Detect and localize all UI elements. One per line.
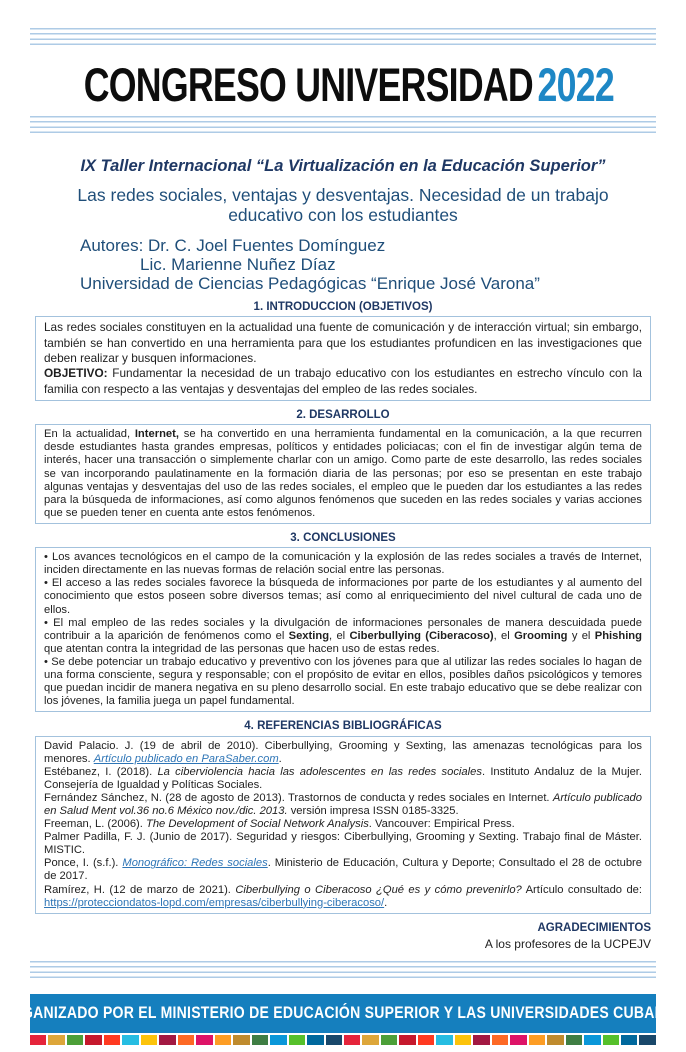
section-introduction bbox=[0, 301, 686, 401]
bullet-paragraph bbox=[44, 617, 642, 656]
acknowledgements-text: A los profesores de la UCPEJV bbox=[484, 936, 651, 951]
text-segment: . bbox=[384, 896, 388, 909]
sdg-color-square bbox=[85, 1035, 101, 1045]
text-segment: La ciberviolencia hacia las adolescentes en las redes sociales bbox=[157, 765, 482, 778]
sdg-color-square bbox=[418, 1035, 434, 1045]
text-segment: Ciberbullying (Ciberacoso) bbox=[349, 629, 494, 642]
text-segment: David Palacio. J. (19 de abril de 2010). Ciberbullying, Grooming y Sexting, las amenazas tecnológicas para los menores. bbox=[44, 739, 642, 765]
section-heading-desarrollo: 2. DESARROLLO bbox=[296, 409, 390, 422]
reference-item bbox=[44, 766, 642, 792]
text-segment: Grooming bbox=[514, 629, 568, 642]
reference-item bbox=[44, 857, 642, 883]
text-segment: Freeman, L. (2006). bbox=[44, 818, 146, 831]
congress-title: CONGRESO UNIVERSIDAD bbox=[83, 58, 533, 111]
text-segment: . Vancouver: Empirical Press. bbox=[368, 818, 515, 831]
institution-line: Universidad de Ciencias Pedagógicas “Enrique José Varona” bbox=[80, 274, 540, 293]
paragraph bbox=[44, 428, 642, 520]
section-heading-referencias: 4. REFERENCIAS BIBLIOGRÁFICAS bbox=[244, 720, 442, 733]
section-heading-introduction: 1. INTRODUCCION (OBJETIVOS) bbox=[253, 301, 433, 314]
reference-link[interactable]: Artículo publicado en ParaSaber.com bbox=[93, 752, 279, 765]
reference-item bbox=[44, 792, 642, 818]
sdg-color-square bbox=[104, 1035, 120, 1045]
text-segment: • Se debe potenciar un trabajo educativo y preventivo con los jóvenes para que al utilizar las redes sociales lo hagan de una forma consciente, segura y responsable; con el propósito de evitar en ellos, posibles daños psicológicos y temores que puedan incidir de manera negativa en su pleno desarrollo social. En este trabajo educativo que se debe realizar con los jóvenes, la familia juega un papel fundamental. bbox=[44, 655, 642, 708]
sdg-color-square bbox=[381, 1035, 397, 1045]
congress-year: 2022 bbox=[537, 58, 614, 111]
conclusiones-box bbox=[35, 547, 651, 712]
sdg-strip bbox=[30, 1035, 656, 1045]
referencias-box bbox=[35, 736, 651, 914]
sdg-color-square bbox=[566, 1035, 582, 1045]
divider-lines-bottom bbox=[30, 961, 656, 978]
text-segment: versión impresa ISSN 0185-3325. bbox=[287, 804, 459, 817]
sdg-color-square bbox=[362, 1035, 378, 1045]
text-segment: y el bbox=[567, 629, 595, 642]
sdg-color-square bbox=[307, 1035, 323, 1045]
paper-title: Las redes sociales, ventajas y desventajas. Necesidad de un trabajo educativo con los estudiantes bbox=[77, 185, 609, 226]
sdg-color-square bbox=[510, 1035, 526, 1045]
reference-item bbox=[44, 740, 642, 766]
reference-item bbox=[44, 831, 642, 857]
sdg-color-square bbox=[436, 1035, 452, 1045]
sdg-color-square bbox=[178, 1035, 194, 1045]
bullet-paragraph bbox=[44, 551, 642, 577]
sdg-color-square bbox=[529, 1035, 545, 1045]
text-segment: Las redes sociales constituyen en la actualidad una fuente de comunicación y de interacción virtual; sin embargo, también se han convertido en una herramienta para que los estudiantes profundicen en las investigaciones que deben realizar y busquen informaciones. bbox=[44, 320, 642, 366]
sdg-color-square bbox=[455, 1035, 471, 1045]
sdg-color-square bbox=[159, 1035, 175, 1045]
section-desarrollo bbox=[0, 409, 686, 524]
paragraph bbox=[44, 320, 642, 366]
text-segment: que atentan contra la integridad de las personas que hacen uso de estas redes. bbox=[44, 642, 440, 655]
text-segment: • El acceso a las redes sociales favorece la búsqueda de informaciones por parte de los estudiantes y al aumento del conocimiento que estos poseen sobre diversos temas; así como al enriquecimiento del nivel cultural de cada uno de ellos. bbox=[44, 577, 642, 616]
sdg-color-square bbox=[603, 1035, 619, 1045]
sdg-color-square bbox=[584, 1035, 600, 1045]
text-segment: Sexting bbox=[288, 629, 330, 642]
sdg-color-square bbox=[399, 1035, 415, 1045]
text-segment: The Development of Social Network Analysis bbox=[145, 818, 369, 831]
text-segment: En la actualidad, bbox=[44, 428, 135, 441]
sdg-color-square bbox=[621, 1035, 637, 1045]
reference-item bbox=[44, 818, 642, 831]
section-referencias bbox=[0, 720, 686, 913]
reference-item bbox=[44, 884, 642, 910]
reference-link[interactable]: Monográfico: Redes sociales bbox=[122, 857, 268, 870]
section-conclusiones bbox=[0, 532, 686, 712]
sdg-color-square bbox=[252, 1035, 268, 1045]
sdg-color-square bbox=[639, 1035, 655, 1045]
text-segment: Ciberbullying o Ciberacoso ¿Qué es y cómo prevenirlo? bbox=[235, 883, 522, 896]
sdg-color-square bbox=[270, 1035, 286, 1045]
sdg-color-square bbox=[289, 1035, 305, 1045]
text-segment: Fundamentar la necesidad de un trabajo educativo con los estudiantes en estrecho vínculo con la familia con respecto a las ventajas y desventajas del empleo de las redes sociales. bbox=[44, 366, 642, 396]
text-segment: se ha convertido en una herramienta fundamental en la comunicación, a la que recurren desde estudiantes hasta grandes empresas, políticos y entidades policiacas; con el fin de investigar algún tema de interés, hacer una transacción o simplemente charlar con un amigo. Como parte de este desarrollo, las redes sociales se van incorporando paulatinamente en la formación diaria de las personas; por eso se presentan en este trabajo algunas ventajas y desventajas del uso de las redes sociales, el empleo que le pueden dar los estudiantes a las redes para la búsqueda de informaciones, así como algunos fenómenos que suceden en las redes sociales y varias acciones que se pueden tener en cuenta ante estos fenómenos. bbox=[44, 428, 642, 519]
text-segment: Artículo consultado de: bbox=[521, 883, 642, 896]
sdg-color-square bbox=[326, 1035, 342, 1045]
text-segment: • El mal empleo de las redes sociales y la divulgación de informaciones personales de manera descuidada puede contribuir a la aparición de fenómenos como el bbox=[44, 616, 642, 642]
sdg-color-square bbox=[233, 1035, 249, 1045]
divider-lines-under-masthead bbox=[30, 116, 656, 133]
text-segment: Ramírez, H. (12 de marzo de 2021). bbox=[44, 883, 236, 896]
organizer-banner-text: ORGANIZADO POR EL MINISTERIO DE EDUCACIÓN SUPERIOR Y LAS UNIVERSIDADES CUBANAS bbox=[0, 1003, 686, 1022]
acknowledgements-heading: AGRADECIMIENTOS bbox=[537, 921, 651, 934]
text-segment: • Los avances tecnológicos en el campo de la comunicación y la explosión de las redes sociales a través de Internet, inciden directamente en las nuevas formas de relación social entre las personas. bbox=[44, 551, 642, 577]
poster-page bbox=[0, 28, 686, 1052]
text-segment: . bbox=[278, 752, 282, 765]
reference-link[interactable]: https://protecciondatos-lopd.com/empresas/ciberbullying-ciberacoso/ bbox=[44, 896, 385, 909]
congress-masthead bbox=[0, 58, 686, 111]
sdg-color-square bbox=[215, 1035, 231, 1045]
sdg-color-square bbox=[473, 1035, 489, 1045]
text-segment: Palmer Padilla, F. J. (Junio de 2017). Seguridad y riesgos: Ciberbullying, Grooming y Sexting. Trabajo final de Máster. MISTIC. bbox=[44, 831, 642, 857]
paragraph bbox=[44, 366, 642, 397]
text-segment: Internet, bbox=[134, 428, 179, 441]
sdg-color-square bbox=[141, 1035, 157, 1045]
text-segment: Artículo publicado en Salud Ment vol.36 no.6 México nov./dic. 2013. bbox=[44, 791, 642, 817]
sdg-color-square bbox=[492, 1035, 508, 1045]
sdg-color-square bbox=[30, 1035, 46, 1045]
sdg-color-square bbox=[196, 1035, 212, 1045]
text-segment: . Instituto Andaluz de la Mujer. Consejería de Igualdad y Políticas Sociales. bbox=[44, 765, 643, 791]
text-segment: , el bbox=[493, 629, 515, 642]
bullet-paragraph bbox=[44, 577, 642, 616]
organizer-banner bbox=[0, 994, 686, 1033]
section-heading-conclusiones: 3. CONCLUSIONES bbox=[290, 531, 396, 544]
sdg-color-square bbox=[344, 1035, 360, 1045]
text-segment: Phishing bbox=[594, 629, 642, 642]
author-line-1: Autores: Dr. C. Joel Fuentes Domínguez bbox=[80, 235, 386, 255]
divider-lines-top bbox=[30, 28, 656, 45]
text-segment: , el bbox=[329, 629, 350, 642]
text-segment: Fernández Sánchez, N. (28 de agosto de 2013). Trastornos de conducta y redes sociales en Internet. bbox=[44, 791, 553, 804]
introduction-box bbox=[35, 316, 651, 401]
congress-masthead-text bbox=[83, 58, 614, 111]
sdg-color-square bbox=[122, 1035, 138, 1045]
sdg-color-square bbox=[67, 1035, 83, 1045]
bullet-paragraph bbox=[44, 656, 642, 708]
text-segment: . Ministerio de Educación, Cultura y Deporte; Consultado el 28 de octubre de 2017. bbox=[44, 857, 642, 883]
text-segment: OBJETIVO: bbox=[44, 366, 108, 381]
workshop-title: IX Taller Internacional “La Virtualización en la Educación Superior” bbox=[80, 157, 606, 175]
desarrollo-box bbox=[35, 424, 651, 524]
sdg-color-square bbox=[547, 1035, 563, 1045]
acknowledgements-block bbox=[35, 922, 651, 951]
sdg-color-square bbox=[48, 1035, 64, 1045]
authors-block bbox=[80, 236, 686, 294]
author-line-2: Lic. Marienne Nuñez Díaz bbox=[140, 254, 336, 274]
text-segment: Ponce, I. (s.f.). bbox=[44, 857, 123, 870]
text-segment: Estébanez, I. (2018). bbox=[44, 765, 158, 778]
